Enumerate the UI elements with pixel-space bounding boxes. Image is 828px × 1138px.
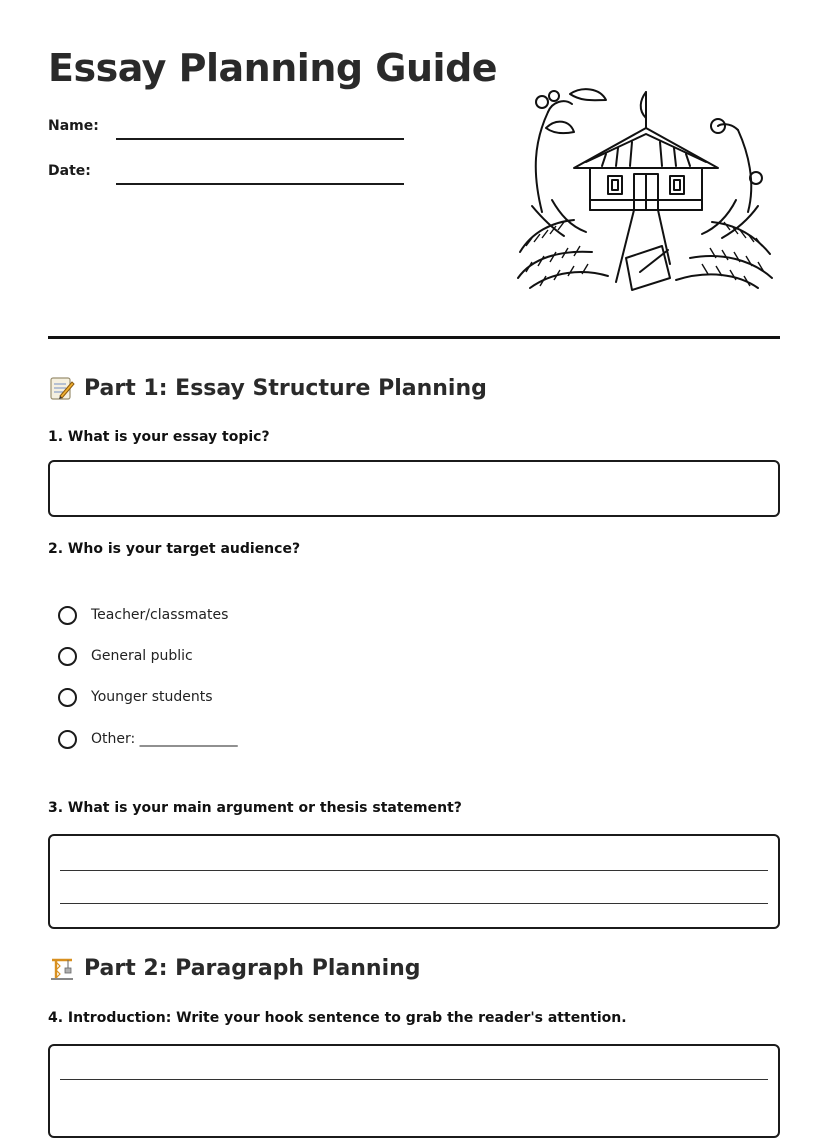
essay-topic-answer-box[interactable]	[48, 460, 780, 517]
part2-heading	[48, 954, 421, 982]
thesis-answer-box[interactable]	[48, 834, 780, 929]
hook-sentence-answer-box[interactable]	[48, 1044, 780, 1138]
house-illustration	[512, 82, 776, 292]
name-input-line[interactable]	[116, 138, 404, 140]
question-1: 1. What is your essay topic?	[48, 429, 270, 445]
option-label: Younger students	[91, 689, 213, 705]
radio-button[interactable]	[58, 730, 77, 749]
question-2: 2. Who is your target audience?	[48, 541, 301, 557]
part1-heading-text: Part 1: Essay Structure Planning	[84, 375, 487, 401]
option-label: Teacher/classmates	[91, 607, 229, 623]
audience-option-teacher[interactable]	[58, 603, 228, 627]
question-3: 3. What is your main argument or thesis statement?	[48, 800, 462, 816]
audience-option-younger[interactable]	[58, 685, 213, 709]
date-input-line[interactable]	[116, 183, 404, 185]
part2-heading-text: Part 2: Paragraph Planning	[84, 955, 421, 981]
audience-option-public[interactable]	[58, 644, 193, 668]
name-field-row	[48, 118, 408, 142]
name-label: Name:	[48, 118, 99, 134]
question-4: 4. Introduction: Write your hook sentence to grab the reader's attention.	[48, 1010, 627, 1026]
page-title: Essay Planning Guide	[48, 46, 498, 90]
header-divider	[48, 336, 780, 339]
part1-heading	[48, 374, 487, 402]
date-label: Date:	[48, 163, 91, 179]
radio-button[interactable]	[58, 606, 77, 625]
date-field-row	[48, 163, 408, 187]
radio-button[interactable]	[58, 688, 77, 707]
audience-option-other[interactable]	[58, 727, 238, 751]
option-label: Other: ______________	[91, 731, 238, 747]
option-label: General public	[91, 648, 193, 664]
building-construction-icon	[48, 954, 76, 982]
writing-line	[60, 870, 768, 871]
memo-icon	[48, 374, 76, 402]
writing-line	[60, 1079, 768, 1080]
writing-line	[60, 903, 768, 904]
radio-button[interactable]	[58, 647, 77, 666]
